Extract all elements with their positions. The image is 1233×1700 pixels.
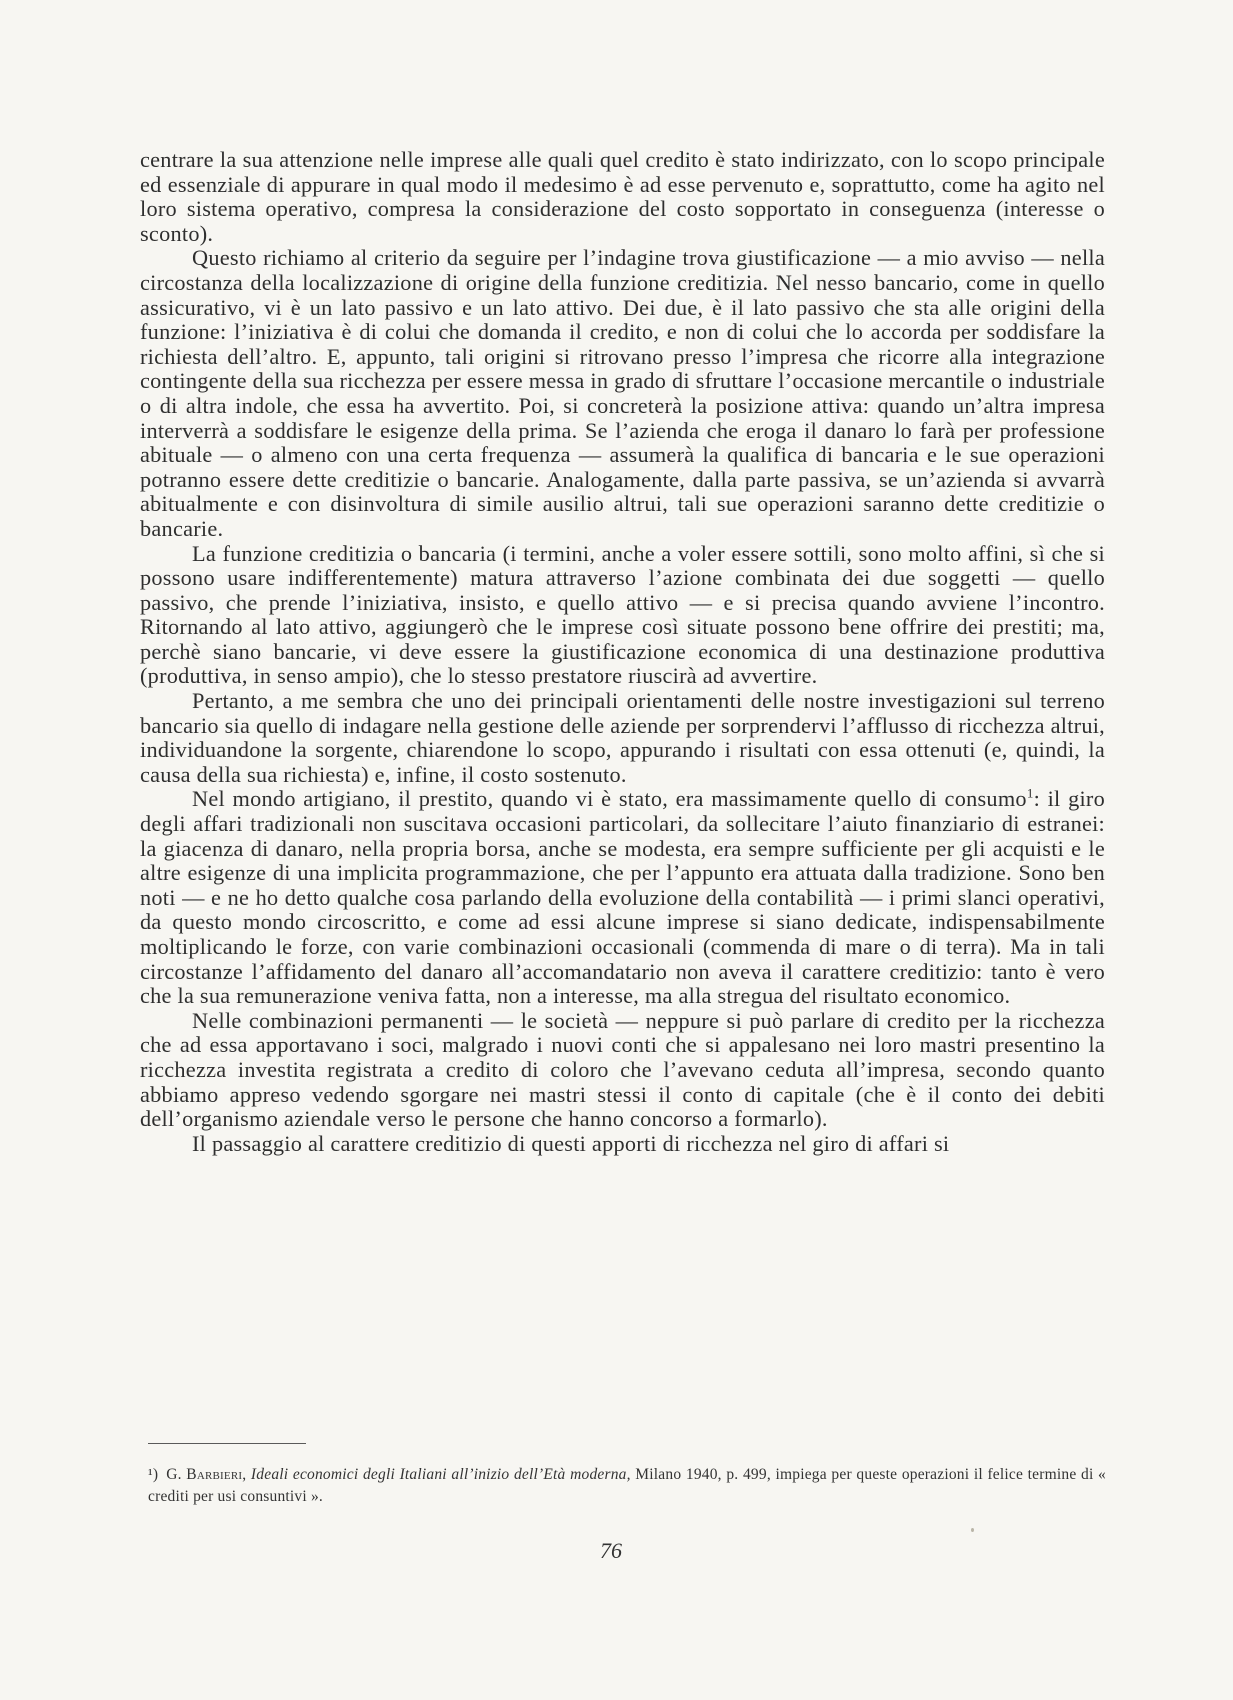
- paragraph-3: La funzione creditizia o bancaria (i termini, anche a voler essere sottili, sono molto affini, sì che si possono usare indifferentemente) matura attraverso l’azione combinata dei due soggetti — quello passivo, che prende l’iniziativa, insisto, e quello attivo — e si precisa quando avviene l’incontro. Ritornando al lato attivo, aggiungerò che le imprese così situate possono bene offrire dei prestiti; ma, perchè siano bancarie, vi deve essere la giustificazione economica di una destinazione produttiva (produttiva, in senso ampio), che lo stesso prestatore riuscirà ad avvertire.: [140, 540, 1105, 689]
- paragraph-7: Il passaggio al carattere creditizio di questi apporti di ricchezza nel giro di affari si: [192, 1130, 950, 1156]
- footnote-author-initial: G.: [166, 1466, 182, 1483]
- footnote-text: Milano 1940, p. 499, impiega per queste operazioni il felice termine di « crediti per usi consuntivi ».: [148, 1466, 1107, 1505]
- footnote-book-title: Ideali economici degli Italiani all’inizio dell’Età moderna,: [250, 1466, 631, 1483]
- footnote: [148, 1464, 1106, 1508]
- paper-speck: [971, 1528, 974, 1532]
- paragraph-5-text-end: : il giro degli affari tradizionali non suscitava occasioni particolari, da sollecitare l’aiuto finanziario di estranei: la giacenza di danaro, nella propria borsa, anche se modesta, era sempre sufficiente per gli acquisti e le altre esigenze di una implicita programmazione, che per l’appunto era attuata dalla tradizione. Sono ben noti — e ne ho detto qualche cosa parlando della evoluzione della contabilità — i primi slanci operativi, da questo mondo circoscritto, e come ad essi alcune imprese si siano dedicate, indispensabilmente moltiplicando le forze, con varie combinazioni occasionali (commenda di mare o di terra). Ma in tali circostanze l’affidamento del danaro all’accomandatario non aveva il carattere creditizio: tanto è vero che la sua remunerazione veniva fatta, non a interesse, ma alla stregua del risultato economico.: [140, 786, 1105, 1009]
- footnote-reference-mark: 1: [1026, 786, 1034, 802]
- paragraph-5: [140, 787, 1105, 1008]
- paragraph-5-text-start: Nel mondo artigiano, il prestito, quando vi è stato, era massimamente quello di consumo: [192, 786, 1027, 812]
- footnote-separator-rule: [148, 1443, 306, 1444]
- paragraph-2: Questo richiamo al criterio da seguire per l’indagine trova giustificazione — a mio avviso — nella circostanza della localizzazione di origine della funzione creditizia. Nel nesso bancario, come in quello assicurativo, vi è un lato passivo e un lato attivo. Dei due, è il lato passivo che sta alle origini della funzione: l’iniziativa è di colui che domanda il credito, e non di colui che lo accorda per soddisfare la richiesta dell’altro. E, appunto, tali origini si ritrovano presso l’impresa che ricorre alla integrazione contingente della sua ricchezza per essere messa in grado di sfruttare l’occasione mercantile o industriale o di altra indole, che essa ha avvertito. Poi, si concreterà la posizione attiva: quando un’altra impresa interverrà a soddisfare le esigenze della prima. Se l’azienda che eroga il danaro lo farà per professione abituale — o almeno con una certa frequenza — assumerà la qualifica di bancaria e le sue operazioni potranno essere dette creditizie o bancarie. Analogamente, dalla parte passiva, se un’azienda si avvarrà abitualmente e con disinvoltura di simile ausilio altrui, tali sue operazioni saranno dette creditizie o bancarie.: [140, 245, 1105, 541]
- paragraph-4: Pertanto, a me sembra che uno dei principali orientamenti delle nostre investigazioni sul terreno bancario sia quello di indagare nella gestione delle aziende per sorprendervi l’afflusso di ricchezza altrui, individuandone la sorgente, chiarendone lo scopo, appurando i risultati con essa ottenuti (e, quindi, la causa della sua richiesta) e, infine, il costo sostenuto.: [140, 688, 1105, 787]
- page-number: 76: [600, 1538, 622, 1563]
- body-text: [140, 148, 1105, 1156]
- paragraph-1: centrare la sua attenzione nelle imprese alle quali quel credito è stato indirizzato, con lo scopo principale ed essenziale di appurare in qual modo il medesimo è ad esse pervenuto e, soprattutto, come ha agito nel loro sistema operativo, compresa la considerazione del costo sopportato in conseguenza (interesse o sconto).: [140, 147, 1105, 246]
- paragraph-6: Nelle combinazioni permanenti — le società — neppure si può parlare di credito per la ricchezza che ad essa apportavano i soci, malgrado i nuovi conti che si appalesano nei loro mastri presentino la ricchezza investita registrata a credito di coloro che l’avevano ceduta all’impresa, secondo quanto abbiamo appreso vedendo sgorgare nei mastri stessi il conto di capitale (che è il conto dei debiti dell’organismo aziendale verso le persone che hanno concorso a formarlo).: [140, 1007, 1105, 1132]
- footnote-mark: ¹): [148, 1466, 159, 1483]
- footnote-author-surname: Barbieri,: [186, 1466, 247, 1483]
